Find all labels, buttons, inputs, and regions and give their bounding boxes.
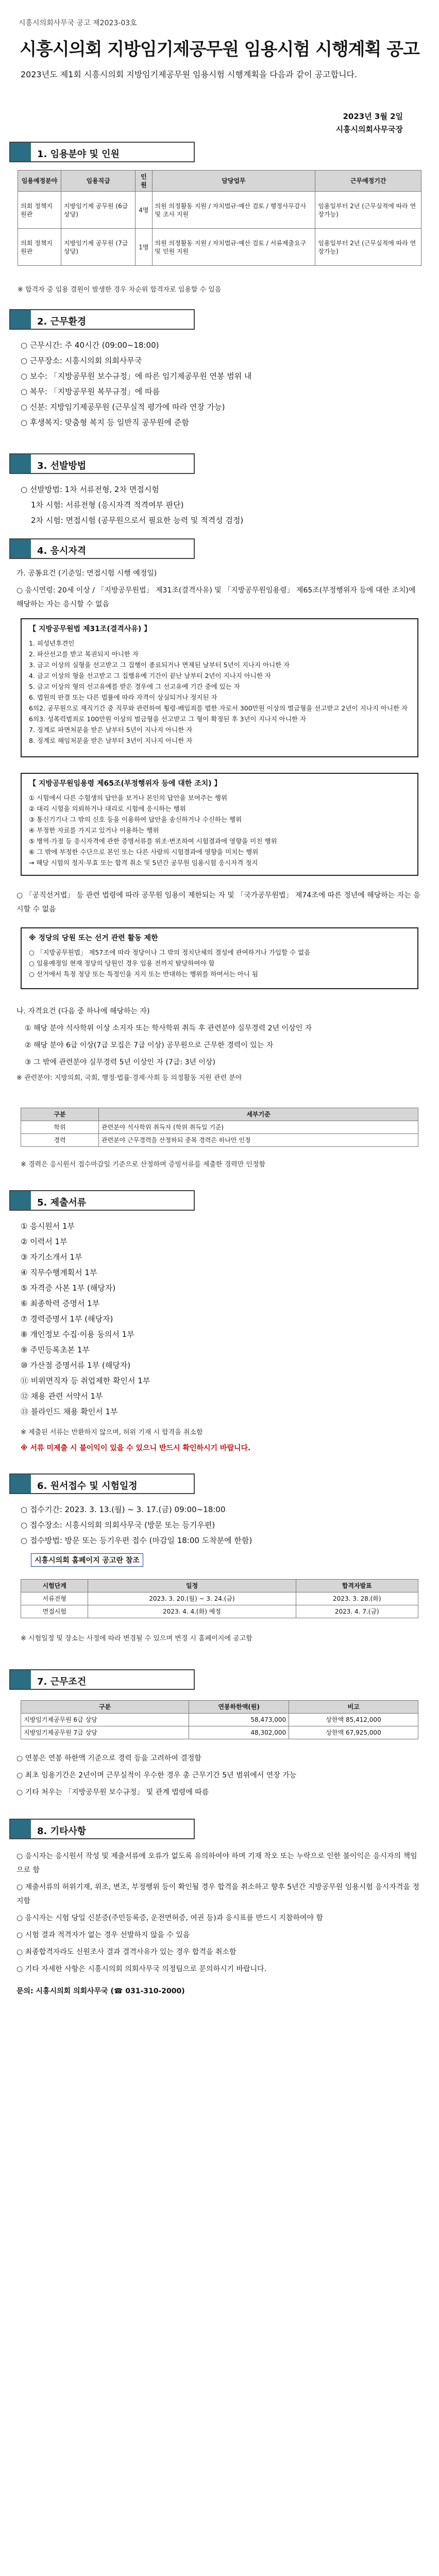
career-note: ※ 경력은 응시원서 접수마감일 기준으로 산정하며 증빙서류를 제출한 경력만 인정함 xyxy=(21,1161,266,1168)
eligibility-intro: 가. 공통요건 (기준일: 면접시험 시행 예정일) ○ 응시연령: 20세 이상 / 「지방공무원법」 제31조(결격사유) 및 「지방공무원임용령」 제65조(부정행위자 등에 대한 조치)에 해당하는 자는 응시할 수 없음 xyxy=(16,569,416,608)
section-header-1: 1. 임용분야 및 인원 xyxy=(9,142,195,162)
table-footnote: ※ 합격자 중 임용 결원이 발생한 경우 차순위 합격자로 임용할 수 있음 xyxy=(18,286,222,294)
work-conditions-list: ○ 연봉은 연봉 하한액 기준으로 경력 등을 고려하여 결정함 ○ 최초 임용기간은 2년이며 근무실적이 우수한 경우 총 근무기간 5년 범위에서 연장 가능 ○ 기타 처우는 「지방공무원 보수규정」 및 관계 법령에 따름 xyxy=(16,1754,297,1797)
table-row: 의회 정책지원관 지방임기제 공무원 (6급 상당) 4명 의원 의정활동 지원 / 자치법규·예산 검토 / 행정사무감사 및 조사 지원 임용일부터 2년 (근무실적에 따라 연장가능) xyxy=(18,192,421,229)
selection-method-list: ○ 선발방법: 1차 서류전형, 2차 면접시험 1차 시험: 서류전형 (응시자격 적격여부 판단) 2차 시험: 면접시험 (공무원으로서 필요한 능력 및 적격성 검정) xyxy=(21,485,244,525)
table-row: 서류전형 2023. 3. 20.(월) ~ 3. 24.(금) 2023. 3. 28.(화) xyxy=(21,1592,418,1605)
intro-text: 2023년도 제1회 시흥시의회 지방임기제공무원 임용시험 시행계획을 다음과 같이 공고합니다. xyxy=(21,70,358,79)
documents-warning: ※ 서류 미제출 시 불이익이 있을 수 있으니 반드시 확인하시기 바랍니다. xyxy=(21,1444,251,1452)
announcement-date: 2023년 3월 2일 xyxy=(343,112,403,121)
schedule-table: 시험단계 일정 합격자발표 서류전형 2023. 3. 20.(월) ~ 3. 24.(금) 2023. 3. 28.(화) 면접시험 2023. 4. 4.(화) 예정 2023. 4. 7.(금) xyxy=(21,1579,418,1618)
section-header-5: 5. 제출서류 xyxy=(9,1190,195,1211)
table-row: 지방임기제공무원 7급 상당 48,302,000 상한액 67,925,000 xyxy=(21,1726,418,1739)
section-header-3: 3. 선발방법 xyxy=(9,453,195,474)
contact-info: 문의: 시흥시의회 의회사무국 (☎ 031-310-2000) xyxy=(16,1987,185,1995)
table-row: 학위 관련분야 석사학위 취득자 (학위 취득일 기준) xyxy=(21,1121,418,1134)
eligibility-restriction: ○ 「공직선거법」 등 관련 법령에 따라 공무원 임용이 제한되는 자 및 「국가공무원법」 제74조에 따른 정년에 해당하는 자는 응시할 수 없음 xyxy=(16,891,420,913)
qualification-requirements: 나. 자격요건 (다음 중 하나에 해당하는 자) ① 해당 분야 석사학위 이상 소지자 또는 학사학위 취득 후 관련분야 실무경력 2년 이상인 자 ② 해당 분야 6급 이상(7급 모집은 7급 이상) 공무원으로 근무한 경력이 있는 자 ③ 그 밖에 관련분야 실무경력 5년 이상인 자 (7급: 3년 이상) ※ 관련분야: 지방의회, 국회, 행정·법률·경제·사회 등 의정활동 지원 관련 분야 xyxy=(16,1007,312,1082)
recruit-table: 임용예정분야 임용직급 인원 담당업무 근무예정기간 의회 정책지원관 지방임기제 공무원 (6급 상당) 4명 의원 의정활동 지원 / 자치법규·예산 검토 / 행정사무감사 및 조사 지원 임용일부터 2년 (근무실적에 따라 연장가능) 의회 정책지원관 지방임기제 공무원 (7급 상당) 1명 의원 의정활동 지원 / 자치법규·예산 검토 / 서류제출요구 및 민원 지원 임용일부터 2년 (근무실적에 따라 연장가능) xyxy=(18,170,421,266)
documents-note: ※ 제출된 서류는 반환하지 않으며, 허위 기재 시 합격을 취소함 xyxy=(21,1429,203,1436)
work-environment-list: ○ 근무시간: 주 40시간 (09:00~18:00) ○ 근무장소: 시흥시의회 의회사무국 ○ 보수: 「지방공무원 보수규정」에 따른 임기제공무원 연봉 범위 내 ○ 복무: 「지방공무원 복무규정」에 따름 ○ 신분: 지방임기제공무원 (근무실적 평가에 따라 연장 가능) ○ 후생복지: 맞춤형 복지 등 일반직 공무원에 준함 xyxy=(21,341,252,427)
page-title: 시흥시의회 지방임기제공무원 임용시험 시행계획 공고 xyxy=(20,39,419,60)
section-badge xyxy=(10,143,31,161)
announcement-org: 시흥시의회사무국장 xyxy=(335,125,403,134)
section-header-7: 7. 근무조건 xyxy=(9,1669,195,1690)
table-row: 의회 정책지원관 지방임기제 공무원 (7급 상당) 1명 의원 의정활동 지원 / 자치법규·예산 검토 / 서류제출요구 및 민원 지원 임용일부터 2년 (근무실적에 따라 연장가능) xyxy=(18,229,421,266)
schedule-note: ※ 시험일정 및 장소는 사정에 따라 변경될 수 있으며 변경 시 홈페이지에 공고함 xyxy=(21,1635,252,1642)
documents-list: ① 응시원서 1부 ② 이력서 1부 ③ 자기소개서 1부 ④ 직무수행계획서 1부 ⑤ 자격증 사본 1부 (해당자) ⑥ 최종학력 증명서 1부 ⑦ 경력증명서 1부 (해당자) ⑧ 개인정보 수집·이용 동의서 1부 ⑨ 주민등록초본 1부 ⑩ 가산점 증명서류 1부 (해당자) ⑪ 비위면직자 등 취업제한 확인서 1부 ⑫ 채용 관련 서약서 1부 ⑬ 블라인드 채용 확인서 1부 xyxy=(21,1222,150,1416)
notice-number: 시흥시의회사무국 공고 제2023-03호 xyxy=(19,19,137,27)
table-row: 지방임기제공무원 6급 상당 58,473,000 상한액 85,412,000 xyxy=(21,1714,418,1726)
disqualification-box: 【 지방공무원법 제31조(결격사유) 】 1. 피성년후견인 2. 파산선고를 받고 복권되지 아니한 자 3. 금고 이상의 실형을 선고받고 그 집행이 종료되거나 면제된 날부터 5년이 지나지 아니한 자 4. 금고 이상의 형을 선고받고 그 집행유예 기간이 끝난 날부터 2년이 지나지 아니한 자 5. 금고 이상의 형의 선고유예를 받은 경우에 그 선고유예 기간 중에 있는 자 6. 법원의 판결 또는 다른 법률에 따라 자격이 상실되거나 정지된 자 6의2. 공무원으로 재직기간 중 직무와 관련하여 횡령·배임죄를 범한 자로서 300만원 이상의 벌금형을 선고받고 2년이 지나지 아니한 자 6의3. 성폭력범죄로 100만원 이상의 벌금형을 선고받고 그 형이 확정된 후 3년이 지나지 아니한 자 7. 징계로 파면처분을 받은 날부터 5년이 지나지 아니한 자 8. 징계로 해임처분을 받은 날부터 3년이 지나지 아니한 자 xyxy=(21,618,418,757)
homepage-link[interactable]: 시흥시의회 홈페이지 공고란 참조 xyxy=(31,1553,143,1567)
career-criteria-table: 구분 세부기준 학위 관련분야 석사학위 취득자 (학위 취득일 기준) 경력 관련분야 근무경력을 산정하되 중복 경력은 하나만 인정 xyxy=(21,1108,418,1147)
section-header-8: 8. 기타사항 xyxy=(9,1819,195,1839)
misconduct-box: 【 지방공무원임용령 제65조(부정행위자 등에 대한 조치) 】 ① 시험에서 다른 수험생의 답안을 보거나 본인의 답안을 보여주는 행위 ② 대리 시험을 의뢰하거나 대리로 시험에 응시하는 행위 ③ 통신기기나 그 밖의 신호 등을 이용하여 답안을 송신하거나 수신하는 행위 ④ 부정한 자료를 가지고 있거나 이용하는 행위 ⑤ 병역·가점 등 응시자격에 관한 증명서류를 위조·변조하여 시험결과에 영향을 미친 행위 ⑥ 그 밖에 부정한 수단으로 본인 또는 다른 사람의 시험결과에 영향을 미치는 행위 → 해당 시험의 정지·무효 또는 합격 취소 및 5년간 공무원 임용시험 응시자격 정지 xyxy=(21,773,418,876)
table-row: 경력 관련분야 근무경력을 산정하되 중복 경력은 하나만 인정 xyxy=(21,1134,418,1147)
application-list: ○ 접수기간: 2023. 3. 13.(월) ~ 3. 17.(금) 09:00~18:00 ○ 접수장소: 시흥시의회 의회사무국 (방문 또는 등기우편) ○ 접수방법: 방문 또는 등기우편 접수 (마감일 18:00 도착분에 한함) xyxy=(21,1505,252,1545)
political-activity-box: ※ 정당의 당원 또는 선거 관련 활동 제한 ○ 「지방공무원법」 제57조에 따라 정당이나 그 밖의 정치단체의 결성에 관여하거나 가입할 수 없음 ○ 임용예정일 현재 정당의 당원인 경우 임용 전까지 탈당하여야 함 ○ 선거에서 특정 정당 또는 특정인을 지지 또는 반대하는 행위를 하여서는 아니 됨 xyxy=(21,927,418,989)
section-header-2: 2. 근무환경 xyxy=(9,309,195,330)
table-row: 면접시험 2023. 4. 4.(화) 예정 2023. 4. 7.(금) xyxy=(21,1605,418,1618)
other-notes-list: ○ 응시자는 응시원서 작성 및 제출서류에 오류가 없도록 유의하여야 하며 기재 착오 또는 누락으로 인한 불이익은 응시자의 책임으로 함 ○ 제출서류의 허위기재, 위조, 변조, 부정행위 등이 확인될 경우 합격을 취소하고 향후 5년간 지방공무원 임용시험 응시자격을 정지함 ○ 응시자는 시험 당일 신분증(주민등록증, 운전면허증, 여권 등)과 응시표를 반드시 지참하여야 함 ○ 시험 결과 적격자가 없는 경우 선발하지 않을 수 있음 ○ 최종합격자라도 신원조사 결과 결격사유가 있는 경우 합격을 취소함 ○ 기타 자세한 사항은 시흥시의회 의회사무국 의정팀으로 문의하시기 바랍니다. 문의: 시흥시의회 의회사무국 (☎ 031-310-2000) xyxy=(16,1850,424,2002)
salary-table: 구분 연봉하한액(원) 비고 지방임기제공무원 6급 상당 58,473,000 상한액 85,412,000 지방임기제공무원 7급 상당 48,302,000 상한액 67,925,000 xyxy=(21,1700,418,1739)
section-header-6: 6. 원서접수 및 시험일정 xyxy=(9,1473,195,1494)
section-header-4: 4. 응시자격 xyxy=(9,538,195,559)
